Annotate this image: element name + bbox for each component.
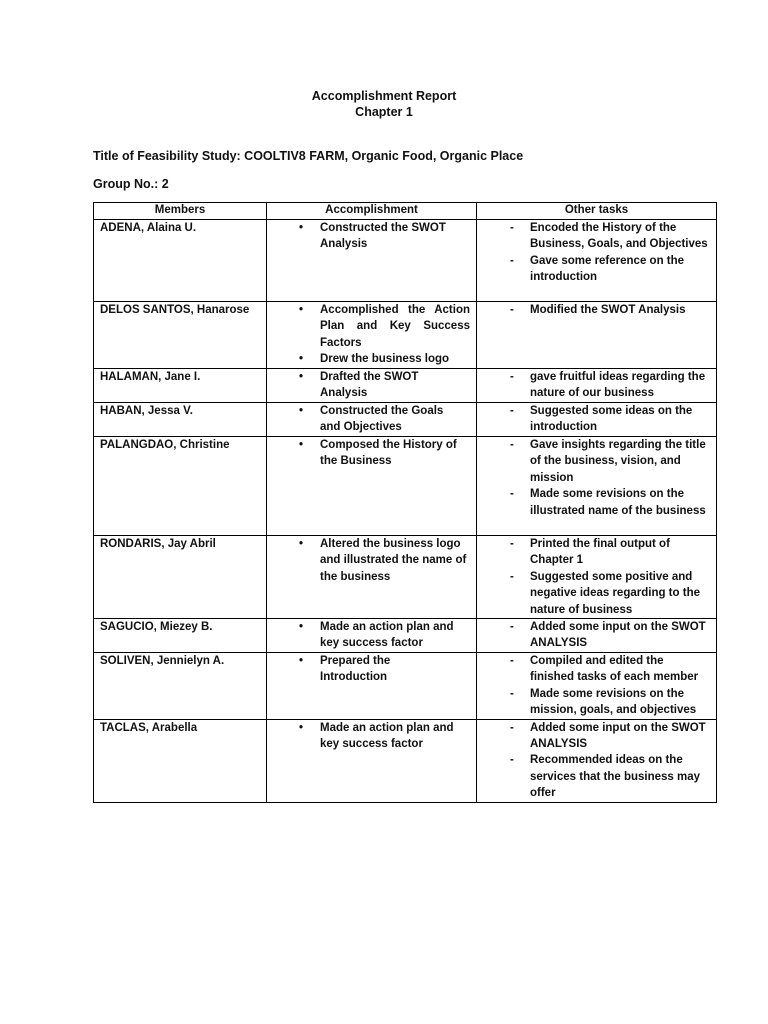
list-item: • Drew the business logo bbox=[273, 351, 470, 367]
member-cell bbox=[94, 369, 267, 403]
column-header-members: Members bbox=[94, 203, 267, 220]
list-item: • Drafted the SWOT Analysis bbox=[273, 369, 470, 402]
list-item: - Added some input on the SWOT ANALYSIS bbox=[483, 619, 710, 652]
member-name: PALANGDAO, Christine bbox=[100, 439, 230, 451]
accomplishment-cell bbox=[267, 719, 477, 802]
member-cell bbox=[94, 653, 267, 720]
member-name: DELOS SANTOS, Hanarose bbox=[100, 304, 250, 316]
other-tasks-cell bbox=[477, 719, 717, 802]
list-item: - Encoded the History of the Business, Goals, and Objectives bbox=[483, 220, 710, 253]
list-item: - Recommended ideas on the services that the business may offer bbox=[483, 752, 710, 801]
accomplishment-cell bbox=[267, 653, 477, 720]
member-cell bbox=[94, 403, 267, 437]
report-title: Accomplishment Report bbox=[311, 89, 457, 103]
member-name: HALAMAN, Jane I. bbox=[100, 371, 201, 383]
list-item: - Made some revisions on the illustrated name of the business bbox=[483, 486, 710, 519]
list-item: - Made some revisions on the mission, goals, and objectives bbox=[483, 686, 710, 719]
member-name: TACLAS, Arabella bbox=[100, 721, 198, 734]
member-name: HABAN, Jessa V. bbox=[100, 405, 193, 417]
table-row bbox=[94, 369, 717, 403]
list-item: - Added some input on the SWOT ANALYSIS bbox=[483, 720, 710, 753]
table-row bbox=[94, 403, 717, 437]
member-name: SOLIVEN, Jennielyn A. bbox=[100, 655, 225, 668]
list-item: - gave fruitful ideas regarding the nature of our business bbox=[483, 369, 710, 402]
accomplishment-cell bbox=[267, 220, 477, 302]
column-header-accomplishment: Accomplishment bbox=[267, 203, 477, 220]
other-tasks-cell bbox=[477, 403, 717, 437]
list-item: - Gave some reference on the introduction bbox=[483, 253, 710, 286]
member-cell bbox=[94, 302, 267, 369]
other-tasks-cell bbox=[477, 619, 717, 653]
list-item: - Compiled and edited the finished tasks of each member bbox=[483, 653, 710, 686]
table-row bbox=[94, 719, 717, 802]
table-row bbox=[94, 653, 717, 720]
other-tasks-cell bbox=[477, 369, 717, 403]
list-item: - Printed the final output of Chapter 1 bbox=[483, 536, 710, 569]
feasibility-study-title: Title of Feasibility Study: COOLTIV8 FARM, Organic Food, Organic Place bbox=[93, 149, 524, 163]
member-cell bbox=[94, 619, 267, 653]
accomplishment-table bbox=[93, 202, 717, 803]
accomplishment-cell bbox=[267, 437, 477, 536]
list-item: • Prepared the Introduction bbox=[273, 653, 470, 686]
table-row bbox=[94, 619, 717, 653]
list-item: • Composed the History of the Business bbox=[273, 437, 470, 470]
list-item: - Suggested some ideas on the introduction bbox=[483, 403, 710, 436]
table-row bbox=[94, 536, 717, 619]
accomplishment-cell bbox=[267, 403, 477, 437]
other-tasks-cell bbox=[477, 653, 717, 720]
member-name: SAGUCIO, Miezey B. bbox=[100, 621, 213, 634]
member-name: RONDARIS, Jay Abril bbox=[100, 538, 216, 550]
list-item: - Gave insights regarding the title of the business, vision, and mission bbox=[483, 437, 710, 486]
group-number: Group No.: 2 bbox=[93, 177, 169, 191]
list-item: • Made an action plan and key success factor bbox=[273, 619, 470, 652]
list-item: • Constructed the Goals and Objectives bbox=[273, 403, 470, 436]
member-cell bbox=[94, 437, 267, 536]
accomplishment-cell bbox=[267, 302, 477, 369]
list-item: • Constructed the SWOT Analysis bbox=[273, 220, 470, 253]
other-tasks-cell bbox=[477, 437, 717, 536]
accomplishment-cell bbox=[267, 619, 477, 653]
table-row bbox=[94, 437, 717, 536]
other-tasks-cell bbox=[477, 536, 717, 619]
member-cell bbox=[94, 220, 267, 302]
table-row bbox=[94, 220, 717, 302]
accomplishment-cell bbox=[267, 536, 477, 619]
list-item: • Accomplished the Action Plan and Key Success Factors bbox=[273, 302, 470, 351]
member-name: ADENA, Alaina U. bbox=[100, 222, 197, 234]
other-tasks-cell bbox=[477, 220, 717, 302]
list-item: - Suggested some positive and negative ideas regarding to the nature of business bbox=[483, 569, 710, 618]
list-item: • Altered the business logo and illustrated the name of the business bbox=[273, 536, 470, 585]
member-cell bbox=[94, 536, 267, 619]
column-header-other-tasks: Other tasks bbox=[477, 203, 717, 220]
member-cell bbox=[94, 719, 267, 802]
report-chapter: Chapter 1 bbox=[355, 105, 413, 119]
table-row bbox=[94, 302, 717, 369]
list-item: - Modified the SWOT Analysis bbox=[483, 302, 710, 318]
table-header-row bbox=[94, 203, 717, 220]
other-tasks-cell bbox=[477, 302, 717, 369]
accomplishment-cell bbox=[267, 369, 477, 403]
list-item: • Made an action plan and key success factor bbox=[273, 720, 470, 753]
